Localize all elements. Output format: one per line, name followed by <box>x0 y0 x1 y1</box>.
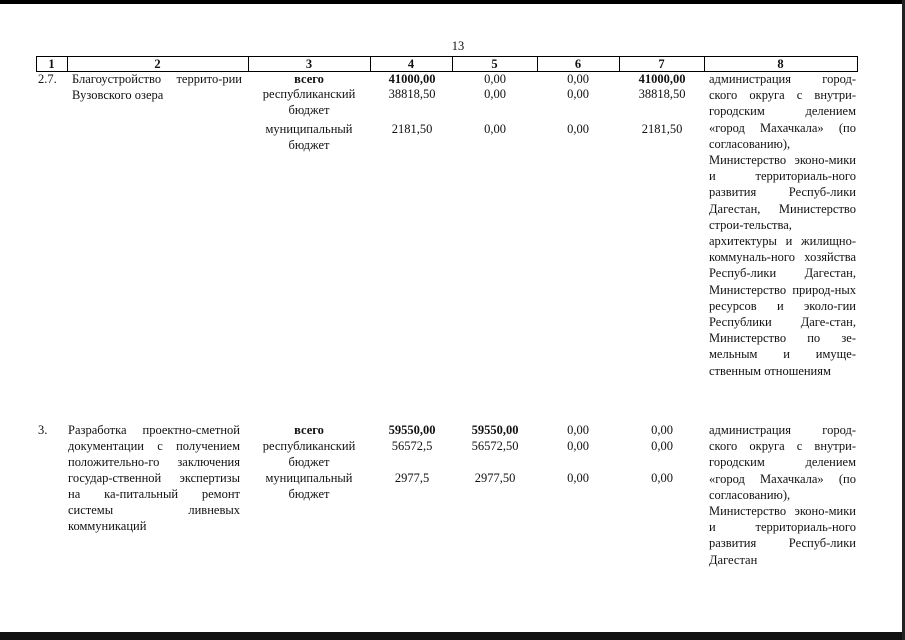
header-col-3: 3 <box>305 57 313 71</box>
value-col-6: 0,00 <box>567 122 589 136</box>
source-label: всего <box>294 72 324 86</box>
value-col-7: 0,00 <box>651 439 673 453</box>
value-col-5: 0,00 <box>484 72 506 86</box>
page-frame-bottom <box>0 632 905 640</box>
value-col-5: 2977,50 <box>474 471 516 485</box>
value-col-4: 38818,50 <box>388 87 436 101</box>
value-col-4: 2977,5 <box>394 471 430 485</box>
header-col-1: 1 <box>48 57 55 71</box>
value-col-7: 0,00 <box>651 471 673 485</box>
executors: администрация город-ского округа с внутри-городским делением «город Махачкала» (по согласованию), Министерство эконо-мики и территориаль-ного развития Респуб-лики Дагестан <box>709 423 856 567</box>
value-col-6: 0,00 <box>567 72 589 86</box>
page-number: 13 <box>451 39 465 53</box>
header-col-5: 5 <box>491 57 498 71</box>
value-col-4: 2181,50 <box>391 122 433 136</box>
source-label: муниципальный бюджет <box>265 471 353 501</box>
value-col-4: 59550,00 <box>388 423 436 437</box>
value-col-5: 56572,50 <box>471 439 519 453</box>
header-col-7: 7 <box>658 57 665 71</box>
header-col-8: 8 <box>777 57 784 71</box>
value-col-6: 0,00 <box>567 423 589 437</box>
executors: администрация город-ского округа с внутри-городским делением «город Махачкала» (по согласованию), Министерство эконо-мики и территориаль-ного развития Респуб-лики Дагестан, Министерство строи-тельства, архитектуры и жилищно-коммуналь-ного хозяйства Респуб-лики Дагестан, Министерство природ-ных ресурсов и эколо-гии Республики Даге-стан, Министерство по зе-мельным и имуще-ственным отношениям <box>709 72 856 378</box>
value-col-4: 41000,00 <box>388 72 436 86</box>
value-col-6: 0,00 <box>567 87 589 101</box>
value-col-5: 0,00 <box>484 122 506 136</box>
value-col-7: 38818,50 <box>638 87 686 101</box>
value-col-6: 0,00 <box>567 471 589 485</box>
row-number: 2.7. <box>38 72 57 86</box>
source-label: муниципальный бюджет <box>265 122 353 152</box>
header-col-4: 4 <box>407 57 415 71</box>
source-label: республиканский бюджет <box>262 87 356 117</box>
value-col-4: 56572,5 <box>391 439 433 453</box>
header-col-2: 2 <box>154 57 161 71</box>
value-col-7: 2181,50 <box>641 122 683 136</box>
value-col-5: 0,00 <box>484 87 506 101</box>
row-number: 3. <box>38 423 48 437</box>
source-label: республиканский бюджет <box>262 439 356 469</box>
value-col-7: 0,00 <box>651 423 673 437</box>
measure-name: Благоустройство террито-рии Вузовского озера <box>72 72 242 102</box>
value-col-5: 59550,00 <box>471 423 519 437</box>
measure-name: Разработка проектно-сметной документации с получением положительно-го заключения государ-ственной экспертизы на ка-питальный ремонт системы ливневых коммуникаций <box>68 423 240 533</box>
page-frame-top <box>0 0 905 4</box>
source-label: всего <box>294 423 324 437</box>
value-col-6: 0,00 <box>567 439 589 453</box>
header-col-6: 6 <box>574 57 582 71</box>
value-col-7: 41000,00 <box>638 72 686 86</box>
